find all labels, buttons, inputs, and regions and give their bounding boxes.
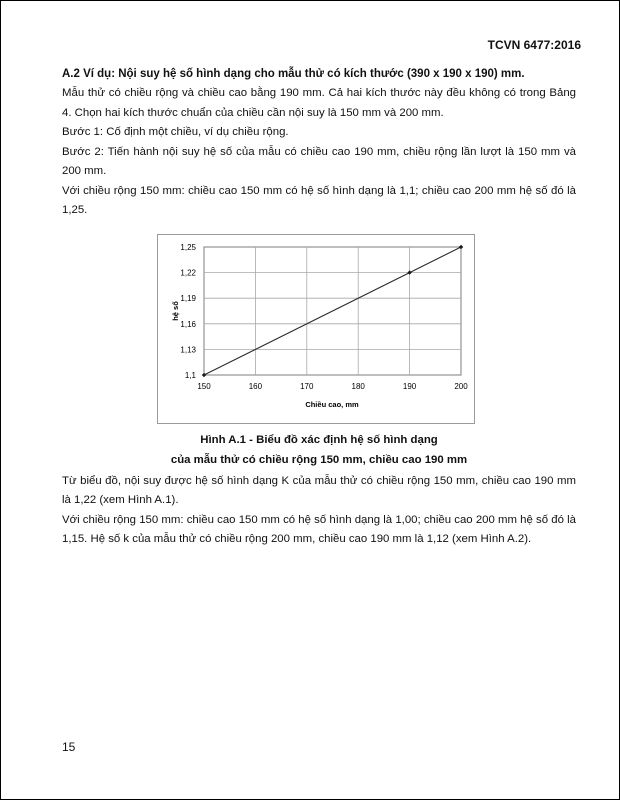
x-tick-label: 200 (454, 381, 468, 391)
x-axis-label: Chiều cao, mm (305, 399, 359, 409)
y-tick-label: 1,16 (180, 319, 196, 329)
x-tick-label: 190 (402, 381, 417, 391)
standard-code: TCVN 6477:2016 (487, 38, 581, 52)
x-tick-label: 170 (300, 381, 314, 391)
y-tick-label: 1,25 (180, 242, 196, 252)
y-tick-label: 1,1 (184, 370, 196, 380)
caption-line: Hình A.1 - Biểu đồ xác định hệ số hình dạng (200, 433, 438, 446)
line-chart (157, 234, 475, 424)
paragraph: Với chiều rộng 150 mm: chiều cao 150 mm có hệ số hình dạng là 1,1; chiều cao 200 mm hệ số đó là 1,25. (62, 184, 576, 216)
paragraph: Với chiều rộng 150 mm: chiều cao 150 mm có hệ số hình dạng là 1,00; chiều cao 200 mm hệ số đó là 1,15. Hệ số k của mẫu thử có chiều rộng 200 mm, chiều cao 190 mm là 1,12 (xem Hình A.2). (62, 513, 576, 545)
page-number: 15 (62, 740, 76, 754)
y-tick-label: 1,19 (180, 293, 196, 303)
x-tick-label: 160 (248, 381, 263, 391)
chart-figure (157, 234, 475, 424)
paragraph: Mẫu thử có chiều rộng và chiều cao bằng 190 mm. Cả hai kích thước này đều không có trong Bảng 4. Chọn hai kích thước chuẩn của chiều cần nội suy là 150 mm và 200 mm. (62, 87, 576, 119)
caption-line: của mẫu thử có chiều rộng 150 mm, chiều cao 190 mm (170, 453, 468, 466)
y-axis-label: hệ số (171, 300, 180, 321)
page-content (62, 65, 576, 550)
paragraph: Từ biểu đồ, nội suy được hệ số hình dạng K của mẫu thử có chiều rộng 150 mm, chiều cao 190 mm là 1,22 (xem Hình A.1). (62, 474, 576, 506)
x-tick-label: 180 (351, 381, 365, 391)
y-tick-label: 1,13 (180, 344, 196, 354)
paragraph: Bước 2: Tiến hành nội suy hệ số của mẫu có chiều cao 190 mm, chiều rộng lần lượt là 150 mm và 200 mm. (62, 145, 576, 177)
y-tick-label: 1,22 (180, 268, 196, 278)
x-tick-label: 150 (197, 381, 211, 391)
section-heading: A.2 Ví dụ: Nội suy hệ số hình dạng cho mẫu thử có kích thước (390 x 190 x 190) mm. (62, 68, 525, 80)
figure-caption (62, 430, 576, 470)
paragraph: Bước 1: Cố định một chiều, ví dụ chiều rộng. (62, 126, 289, 138)
